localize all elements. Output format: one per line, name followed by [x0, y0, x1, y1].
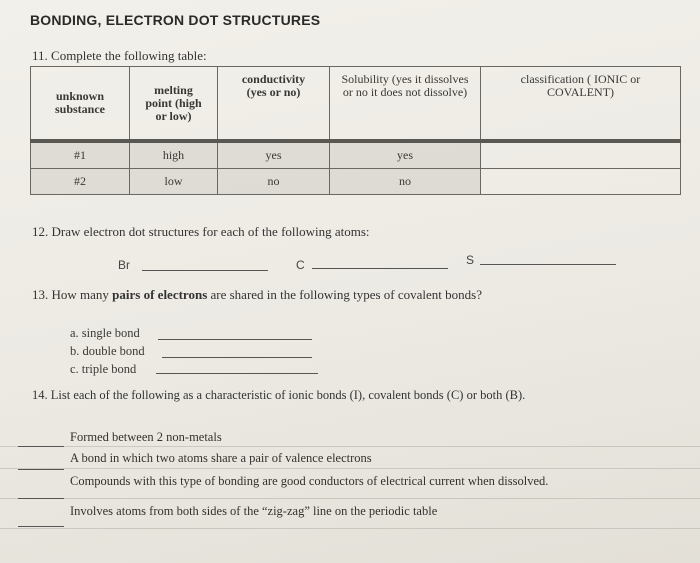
substance-table: [30, 66, 681, 195]
characteristic-item-3: Compounds with this type of bonding are good conductors of electrical current when dissolved.: [70, 474, 549, 488]
double-bond-blank[interactable]: [162, 357, 312, 358]
divider: [0, 498, 700, 499]
atom-s-label: S: [466, 253, 475, 267]
q13-prompt-start: 13. How many: [32, 287, 113, 302]
atom-c-blank[interactable]: [312, 268, 448, 269]
row2-substance: #2: [31, 169, 130, 195]
atom-s-blank[interactable]: [480, 264, 616, 265]
question-11-prompt: 11. Complete the following table:: [32, 48, 207, 63]
row1-classification[interactable]: [481, 141, 681, 169]
bond-item-single: [70, 326, 140, 341]
row1-conductivity: yes: [218, 141, 330, 169]
q13-prompt-bold: pairs of electrons: [112, 287, 208, 302]
worksheet-title: BONDING, ELECTRON DOT STRUCTURES: [30, 12, 321, 28]
divider: [0, 528, 700, 529]
header-conductivity: conductivity (yes or no): [218, 67, 330, 142]
row1-melting: high: [130, 141, 218, 169]
row1-solubility: yes: [330, 141, 481, 169]
atom-br-blank[interactable]: [142, 270, 268, 271]
atom-br-label: Br: [118, 258, 130, 272]
header-melting-point: melting point (high or low): [130, 67, 218, 142]
table-row: [31, 141, 681, 169]
row2-classification[interactable]: [481, 169, 681, 195]
row2-conductivity: no: [218, 169, 330, 195]
row2-melting: low: [130, 169, 218, 195]
header-solubility: Solubility (yes it dissolves or no it does not dissolve): [330, 67, 481, 142]
question-13-prompt: [32, 287, 482, 303]
bond-item-label: a. single bond: [70, 326, 140, 340]
row2-solubility: no: [330, 169, 481, 195]
atom-c-label: C: [296, 258, 305, 272]
answer-blank-1[interactable]: [18, 446, 64, 447]
characteristic-item-4: Involves atoms from both sides of the “zig-zag” line on the periodic table: [70, 504, 438, 518]
answer-blank-2[interactable]: [18, 469, 64, 470]
bond-item-double: [70, 344, 145, 359]
divider: [0, 446, 700, 447]
q13-prompt-end: are shared in the following types of covalent bonds?: [207, 287, 482, 302]
row1-substance: #1: [31, 141, 130, 169]
single-bond-blank[interactable]: [158, 339, 312, 340]
answer-blank-3[interactable]: [18, 498, 64, 499]
header-unknown-substance: unknown substance: [31, 67, 130, 142]
table-row: [31, 169, 681, 195]
triple-bond-blank[interactable]: [156, 373, 318, 374]
bond-item-label: c. triple bond: [70, 362, 137, 376]
characteristic-item-2: A bond in which two atoms share a pair of valence electrons: [70, 451, 372, 465]
characteristic-item-1: Formed between 2 non-metals: [70, 430, 222, 444]
bond-item-triple: [70, 362, 136, 377]
answer-blank-4[interactable]: [18, 526, 64, 527]
question-12-prompt: 12. Draw electron dot structures for each of the following atoms:: [32, 224, 370, 239]
question-14-prompt: 14. List each of the following as a characteristic of ionic bonds (I), covalent bonds (C) or both (B).: [32, 388, 526, 402]
bond-item-label: b. double bond: [70, 344, 145, 358]
header-classification: classification ( IONIC or COVALENT): [481, 67, 681, 142]
divider: [0, 468, 700, 469]
